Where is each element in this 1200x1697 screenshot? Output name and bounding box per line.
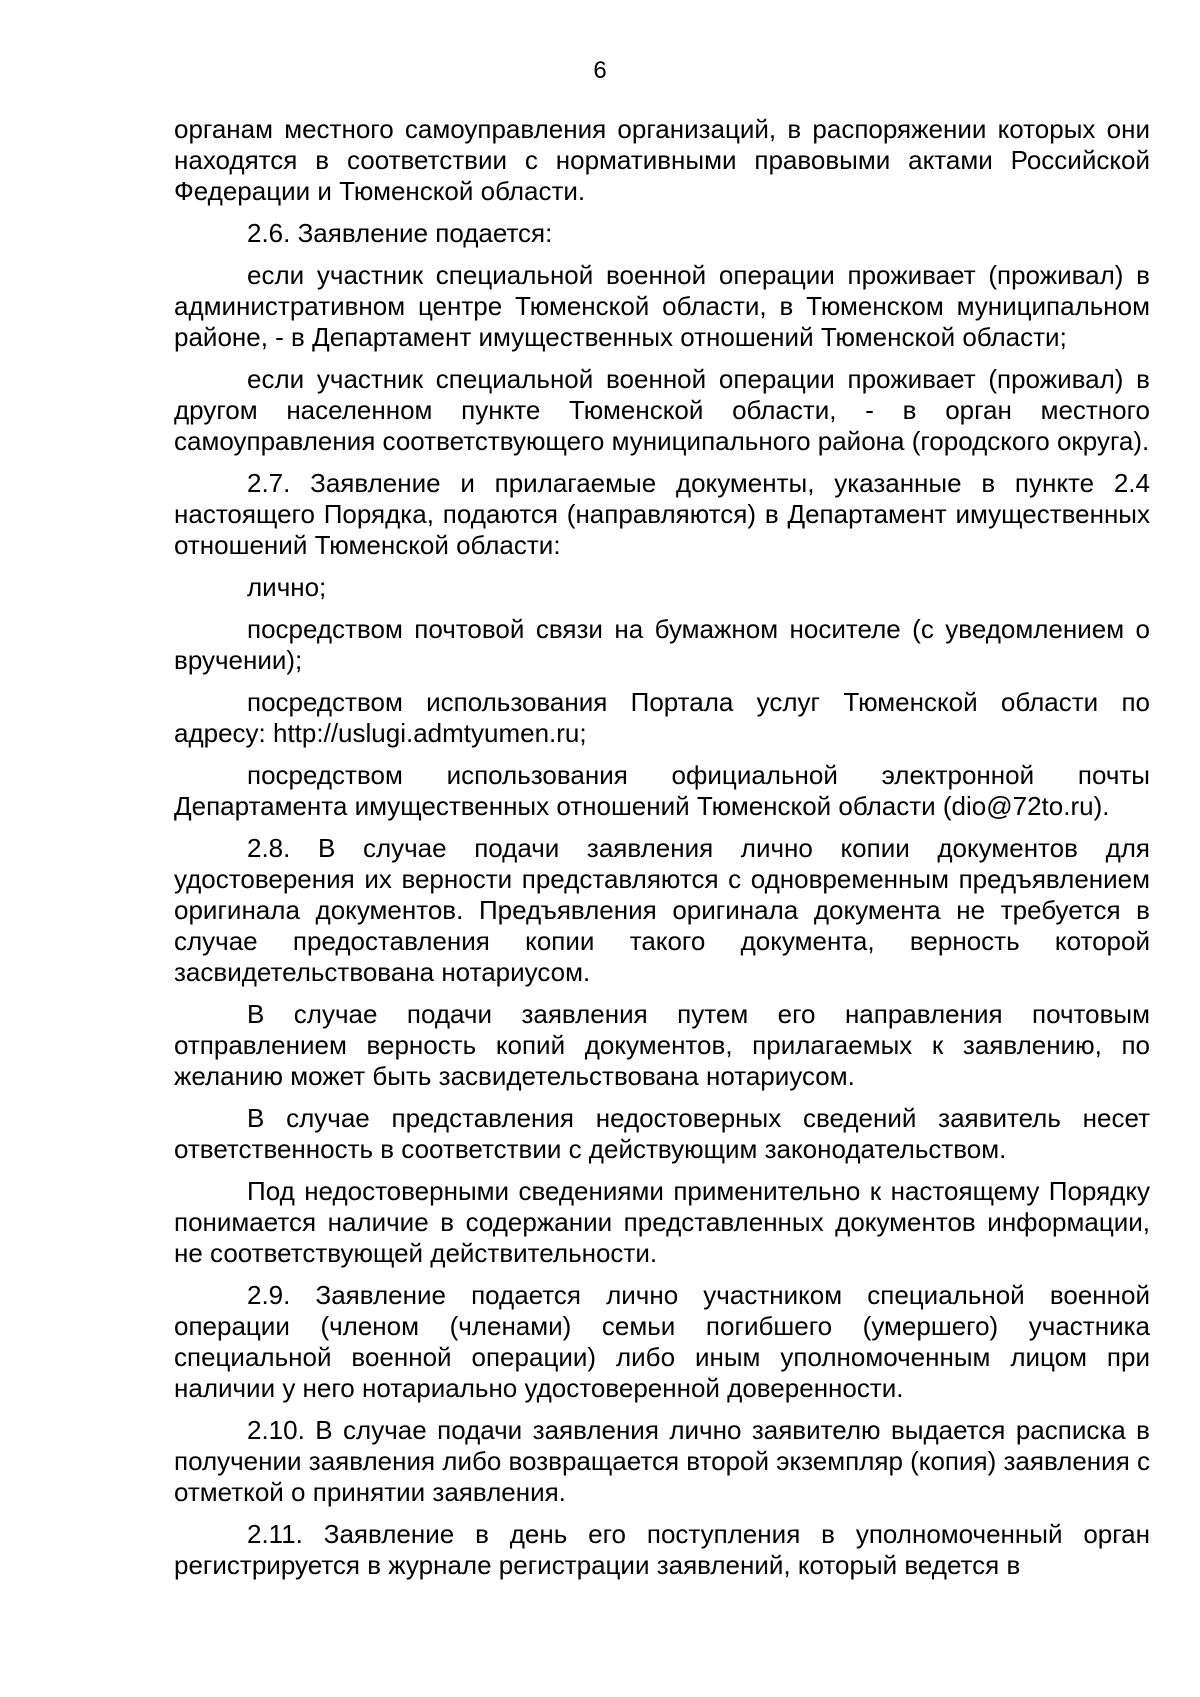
paragraph: посредством почтовой связи на бумажном носителе (с уведомлением о вручении); [174, 614, 1150, 675]
paragraph: если участник специальной военной операции проживает (проживал) в административном центре Тюменской области, в Тюменском муниципальном районе, - в Департамент имущественных отношений Тюменской области; [174, 260, 1150, 352]
paragraph: посредством использования официальной электронной почты Департамента имущественных отношений Тюменской области (dio@72to.ru). [174, 760, 1150, 821]
paragraph: 2.9. Заявление подается лично участником специальной военной операции (членом (членами) семьи погибшего (умершего) участника специальной военной операции) либо иным уполномоченным лицом при наличии у него нотариально удостоверенной доверенности. [174, 1280, 1150, 1403]
paragraph: 2.8. В случае подачи заявления лично копии документов для удостоверения их верности представляются с одновременным предъявлением оригинала документов. Предъявления оригинала документа не требуется в случае предоставления копии такого документа, верность которой засвидетельствована нотариусом. [174, 833, 1150, 987]
document-body [174, 114, 1150, 1592]
paragraph: органам местного самоуправления организаций, в распоряжении которых они находятся в соответствии с нормативными правовыми актами Российской Федерации и Тюменской области. [174, 114, 1150, 206]
paragraph: 2.10. В случае подачи заявления лично заявителю выдается расписка в получении заявления либо возвращается второй экземпляр (копия) заявления с отметкой о принятии заявления. [174, 1415, 1150, 1507]
paragraph: В случае представления недостоверных сведений заявитель несет ответственность в соответствии с действующим законодательством. [174, 1103, 1150, 1164]
paragraph: если участник специальной военной операции проживает (проживал) в другом населенном пункте Тюменской области, - в орган местного самоуправления соответствующего муниципального района (городского округа). [174, 364, 1150, 456]
paragraph: Под недостоверными сведениями применительно к настоящему Порядку понимается наличие в содержании представленных документов информации, не соответствующей действительности. [174, 1176, 1150, 1268]
paragraph: посредством использования Портала услуг Тюменской области по адресу: http://uslugi.admtyumen.ru; [174, 687, 1150, 748]
paragraph: 2.6. Заявление подается: [247, 218, 553, 248]
paragraph: В случае подачи заявления путем его направления почтовым отправлением верность копий документов, прилагаемых к заявлению, по желанию может быть засвидетельствована нотариусом. [174, 999, 1150, 1091]
paragraph: лично; [247, 572, 327, 602]
paragraph: 2.7. Заявление и прилагаемые документы, указанные в пункте 2.4 настоящего Порядка, подаются (направляются) в Департамент имущественных отношений Тюменской области: [174, 468, 1150, 560]
paragraph: 2.11. Заявление в день его поступления в уполномоченный орган регистрируется в журнале регистрации заявлений, который ведется в [174, 1519, 1150, 1580]
page-number: 6 [593, 57, 607, 84]
